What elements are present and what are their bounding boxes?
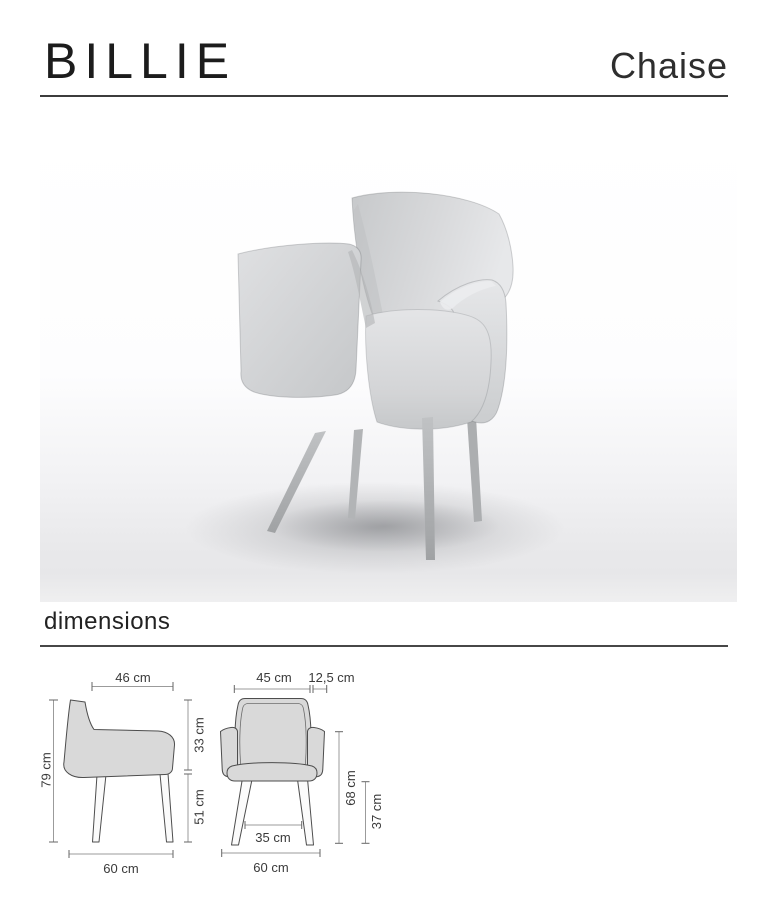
front-view-drawing	[215, 665, 390, 880]
front-dim-bottom	[222, 849, 320, 875]
side-dim-height-label: 79 cm	[38, 752, 54, 788]
side-dim-top-label: 46 cm	[115, 670, 151, 685]
side-dim-legs-label: 51 cm	[191, 789, 207, 825]
front-dim-back-width-label: 45 cm	[256, 670, 292, 685]
product-name: BILLIE	[44, 33, 237, 89]
chair-left-arm	[238, 243, 375, 397]
front-dim-arm-height	[335, 732, 358, 844]
chair-seat-cushion	[366, 309, 492, 429]
side-dim-bottom	[69, 850, 173, 876]
front-dim-bottom-label: 60 cm	[253, 860, 289, 875]
side-dim-bottom-label: 60 cm	[103, 861, 139, 876]
product-photo	[40, 130, 737, 602]
floor-shadow	[185, 482, 565, 574]
side-dim-legs	[184, 774, 207, 842]
front-dim-arm-height-label: 68 cm	[343, 770, 358, 806]
chair-render	[40, 130, 737, 602]
dimensions-divider	[40, 645, 728, 647]
front-dim-leg-span	[245, 821, 302, 845]
side-dim-backrest	[184, 700, 207, 770]
dimensions-section-title: dimensions	[44, 608, 171, 635]
header-divider	[40, 95, 728, 97]
front-dim-seat-height-label: 37 cm	[369, 793, 384, 830]
side-dim-backrest-label: 33 cm	[191, 717, 207, 753]
side-dim-top	[92, 670, 173, 691]
product-type: Chaise	[609, 45, 728, 86]
front-dim-seat-height	[362, 782, 385, 844]
side-chair-outline	[64, 700, 175, 842]
front-view-svg	[215, 665, 390, 880]
front-dim-arm-width-label: 12,5 cm	[308, 670, 355, 685]
front-dim-top	[234, 670, 354, 693]
side-view-svg	[38, 665, 208, 880]
side-view-drawing	[38, 665, 208, 880]
side-dim-height	[39, 700, 59, 842]
front-chair-outline	[221, 699, 325, 846]
front-dim-leg-span-label: 35 cm	[255, 830, 291, 845]
